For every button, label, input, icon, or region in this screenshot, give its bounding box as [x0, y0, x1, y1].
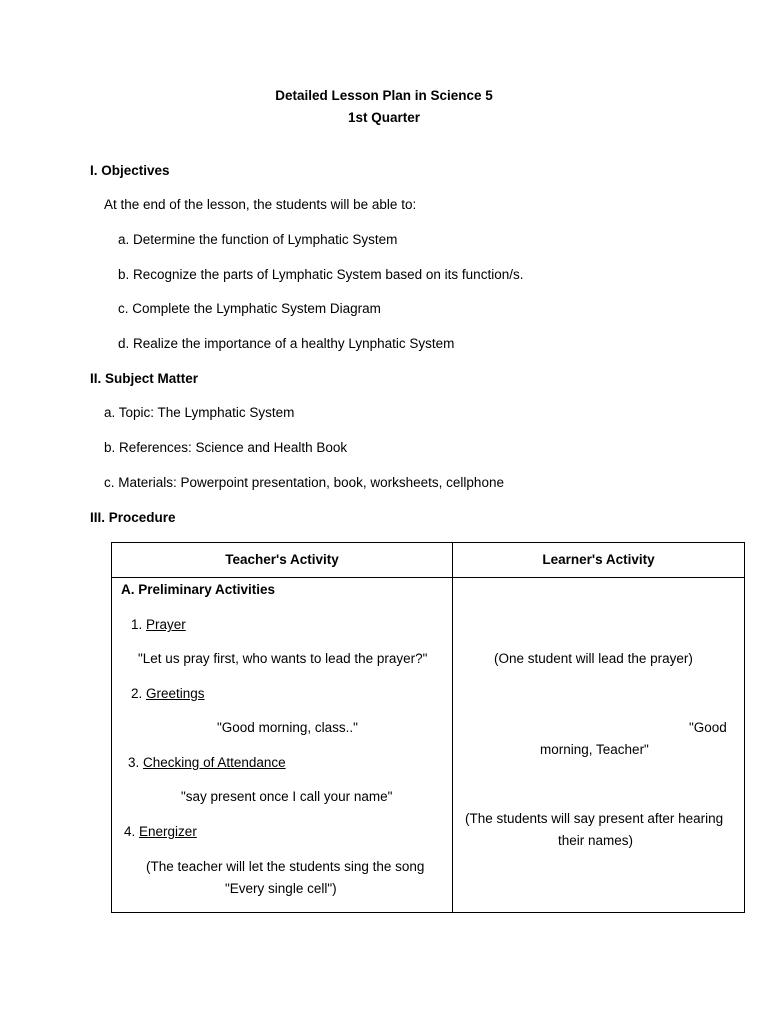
objective-item: a. Determine the function of Lymphatic System: [118, 232, 398, 247]
step-label: Greetings: [146, 686, 205, 701]
subject-matter-item: c. Materials: Powerpoint presentation, book, worksheets, cellphone: [104, 475, 504, 490]
objectives-heading: I. Objectives: [90, 163, 170, 178]
learner-activity-header: Learner's Activity: [453, 543, 745, 578]
subject-matter-heading: II. Subject Matter: [90, 371, 199, 386]
step-label: Energizer: [139, 824, 197, 839]
teacher-activity-cell: [112, 578, 453, 913]
step-energizer: [124, 824, 197, 840]
subject-matter-item: b. References: Science and Health Book: [104, 440, 348, 455]
preliminary-activities-heading: A. Preliminary Activities: [121, 582, 276, 597]
learner-line: "Good: [689, 720, 727, 735]
learner-activity-cell: [453, 578, 745, 913]
teacher-line: (The teacher will let the students sing the song: [146, 859, 425, 874]
learner-line: (The students will say present after hearing: [465, 811, 724, 826]
teacher-activity-header: Teacher's Activity: [112, 543, 453, 578]
document-title: Detailed Lesson Plan in Science 5: [275, 88, 493, 103]
objective-item: b. Recognize the parts of Lymphatic System based on its function/s.: [118, 267, 524, 282]
subject-matter-item: a. Topic: The Lymphatic System: [104, 405, 295, 420]
step-number: 4.: [124, 824, 136, 839]
table-header-row: [112, 543, 745, 578]
step-greetings: [131, 686, 205, 702]
table-row: [112, 578, 745, 913]
teacher-line: "Every single cell"): [225, 881, 337, 896]
objective-item: d. Realize the importance of a healthy Lynphatic System: [118, 336, 455, 351]
learner-line: (One student will lead the prayer): [494, 651, 693, 666]
procedure-table: [111, 542, 745, 913]
learner-line: morning, Teacher": [540, 742, 649, 757]
procedure-heading: III. Procedure: [90, 510, 176, 525]
step-number: 3.: [128, 755, 140, 770]
step-number: 2.: [131, 686, 143, 701]
teacher-line: "say present once I call your name": [181, 789, 393, 804]
step-label: Checking of Attendance: [143, 755, 286, 770]
step-number: 1.: [131, 617, 143, 632]
document-quarter: 1st Quarter: [347, 110, 421, 125]
teacher-line: "Good morning, class..": [217, 720, 358, 735]
teacher-line: "Let us pray first, who wants to lead the prayer?": [138, 651, 428, 666]
objectives-intro: At the end of the lesson, the students will be able to:: [104, 197, 417, 212]
step-checking-of-attendance: [128, 755, 286, 771]
step-prayer: [131, 617, 186, 633]
step-label: Prayer: [146, 617, 186, 632]
objective-item: c. Complete the Lymphatic System Diagram: [118, 301, 381, 316]
learner-line: their names): [558, 833, 634, 848]
